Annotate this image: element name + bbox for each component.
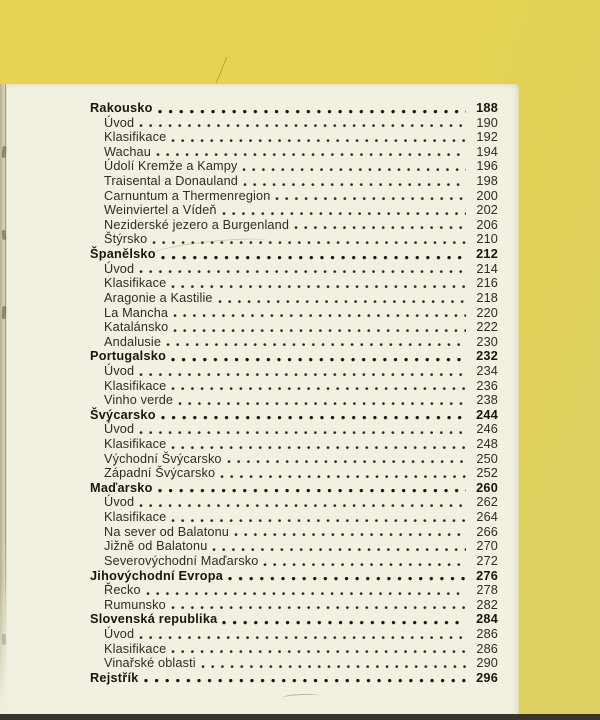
toc-entry-label: Traisental a Donauland [104, 174, 239, 189]
toc-entry-page-number: 214 [476, 261, 498, 276]
toc-entry-page-number: 196 [476, 159, 498, 174]
toc-entry-page-number: 276 [476, 568, 498, 583]
toc-entry-page-number: 244 [476, 407, 498, 422]
toc-entry [90, 393, 498, 408]
toc-entry [90, 642, 498, 657]
toc-entry-label: Rakousko [90, 101, 153, 115]
toc-entry-label: Neziderské jezero a Burgenland [104, 217, 290, 232]
leader-dots [171, 357, 466, 362]
toc-entry-label: Štýrsko [104, 232, 148, 247]
toc-entry-page-number: 222 [476, 320, 498, 335]
toc-entry-label: Katalánsko [104, 320, 169, 335]
leader-dots [161, 415, 466, 420]
toc-entry-label: Slovenská republika [90, 612, 218, 627]
toc-entry [90, 510, 498, 525]
leader-dots [139, 635, 466, 640]
toc-entry-page-number: 264 [476, 510, 498, 525]
toc-entry [90, 525, 498, 540]
toc-entry [90, 247, 498, 262]
toc-entry-label: Úvod [104, 422, 135, 437]
binding-stitch [1, 146, 6, 158]
toc-entry [90, 583, 498, 598]
toc-entry [90, 452, 498, 467]
toc-entry-label: Úvod [104, 495, 135, 510]
leader-dots [171, 284, 466, 289]
leader-dots [220, 474, 466, 479]
toc-entry-page-number: 206 [476, 217, 498, 232]
toc-entry [90, 218, 498, 233]
toc-entry-page-number: 192 [476, 130, 498, 145]
toc-entry-page-number: 252 [476, 466, 498, 481]
toc-entry [90, 364, 498, 379]
leader-dots [171, 138, 466, 143]
toc-entry-page-number: 270 [476, 539, 498, 554]
leader-dots [152, 240, 466, 245]
toc-entry-label: Západní Švýcarsko [104, 466, 216, 481]
toc-entry-label: Na sever od Balatonu [104, 524, 230, 539]
toc-entry [90, 671, 498, 686]
leader-dots [139, 430, 466, 435]
leader-dots [139, 123, 466, 128]
toc-entry-label: Vinho verde [104, 393, 174, 408]
toc-entry-label: Klasifikace [104, 130, 167, 145]
leader-dots [171, 605, 466, 610]
toc-entry [90, 481, 498, 496]
toc-entry [90, 422, 498, 437]
toc-entry-page-number: 188 [476, 101, 498, 115]
leader-dots [201, 664, 466, 669]
toc-entry-page-number: 190 [476, 115, 498, 130]
toc-entry-label: Jižně od Balatonu [104, 539, 208, 554]
toc-entry-page-number: 286 [476, 641, 498, 656]
leader-dots [228, 576, 466, 581]
binding-stitch [2, 230, 7, 240]
leader-dots [146, 591, 466, 596]
toc-entry-label: Klasifikace [104, 276, 167, 291]
leader-dots [171, 649, 466, 654]
leader-dots [178, 401, 466, 406]
toc-entry [90, 159, 498, 174]
toc-entry-page-number: 266 [476, 524, 498, 539]
toc-entry-page-number: 290 [476, 656, 498, 671]
toc-entry [90, 349, 498, 364]
toc-entry [90, 320, 498, 335]
toc-entry [90, 466, 498, 481]
toc-entry [90, 335, 498, 350]
toc-entry-page-number: 232 [476, 349, 498, 364]
toc-entry-label: Úvod [104, 261, 135, 276]
toc-entry [90, 569, 498, 584]
leader-dots [158, 488, 466, 493]
toc-entry-label: Řecko [104, 583, 141, 598]
toc-entry-label: Andalusie [104, 334, 162, 349]
toc-entry-label: Maďarsko [90, 480, 153, 495]
toc-entry-label: Klasifikace [104, 437, 167, 452]
toc-entry-page-number: 236 [476, 378, 498, 393]
toc-entry-page-number: 246 [476, 422, 498, 437]
leader-dots [242, 167, 466, 172]
toc-entry-label: Rejstřík [90, 670, 139, 685]
leader-dots [139, 269, 466, 274]
toc-entry-label: Španělsko [90, 247, 156, 262]
toc-entry [90, 174, 498, 189]
toc-entry-label: Carnuntum a Thermenregion [104, 188, 271, 203]
leader-dots [161, 255, 466, 260]
toc-entry-page-number: 238 [476, 393, 498, 408]
leader-dots [171, 445, 466, 450]
leader-dots [234, 532, 466, 537]
toc-entry-page-number: 260 [476, 480, 498, 495]
toc-entry-label: Jihovýchodní Evropa [90, 568, 224, 583]
toc-entry [90, 276, 498, 291]
toc-entry-page-number: 200 [476, 188, 498, 203]
toc-entry [90, 627, 498, 642]
toc-entry-label: Vinařské oblasti [104, 656, 196, 671]
toc-entry [90, 130, 498, 145]
leader-dots [139, 503, 466, 508]
leader-dots [263, 562, 466, 567]
leader-dots [243, 182, 466, 187]
toc-entry-label: Rumunsko [104, 597, 166, 612]
toc-entry [90, 203, 498, 218]
toc-entry [90, 306, 498, 321]
toc-entry [90, 232, 498, 247]
toc-entry [90, 656, 498, 671]
leader-dots [166, 342, 466, 347]
toc-entry-label: Portugalsko [90, 349, 167, 364]
toc-entry-label: Klasifikace [104, 641, 167, 656]
toc-entry [90, 495, 498, 510]
leader-dots [171, 518, 466, 523]
toc-entry-page-number: 234 [476, 363, 498, 378]
toc-entry [90, 408, 498, 423]
leader-dots [139, 372, 466, 377]
toc-entry-page-number: 278 [476, 583, 498, 598]
toc-entry [90, 598, 498, 613]
toc-entry-label: Švýcarsko [90, 407, 156, 422]
leader-dots [222, 620, 466, 625]
toc-entry-page-number: 286 [476, 626, 498, 641]
toc-entry-label: Aragonie a Kastilie [104, 290, 213, 305]
leader-dots [294, 225, 466, 230]
toc-entry [90, 379, 498, 394]
toc-entry-label: Východní Švýcarsko [104, 451, 222, 466]
toc-entry [90, 539, 498, 554]
leader-dots [173, 313, 466, 318]
toc-entry-page-number: 212 [476, 247, 498, 262]
leader-dots [222, 211, 466, 216]
toc-entry-page-number: 230 [476, 334, 498, 349]
toc-entry-page-number: 296 [476, 670, 498, 685]
toc-entry [90, 554, 498, 569]
table-of-contents [7, 84, 519, 685]
leader-dots [158, 109, 466, 114]
toc-entry-page-number: 218 [476, 290, 498, 305]
toc-entry-label: Klasifikace [104, 378, 167, 393]
toc-entry-page-number: 272 [476, 553, 498, 568]
toc-entry [90, 437, 498, 452]
toc-entry-page-number: 282 [476, 597, 498, 612]
toc-entry [90, 116, 498, 131]
toc-entry-label: Klasifikace [104, 510, 167, 525]
toc-entry [90, 101, 498, 116]
toc-entry-page-number: 220 [476, 305, 498, 320]
leader-dots [156, 152, 466, 157]
leader-dots [171, 386, 466, 391]
toc-entry-label: Severovýchodní Maďarsko [104, 553, 259, 568]
toc-entry-label: Úvod [104, 363, 135, 378]
leader-dots [227, 459, 466, 464]
toc-entry-page-number: 210 [476, 232, 498, 247]
toc-entry [90, 189, 498, 204]
toc-entry [90, 145, 498, 160]
toc-entry-page-number: 262 [476, 495, 498, 510]
toc-entry [90, 291, 498, 306]
toc-entry-page-number: 216 [476, 276, 498, 291]
toc-entry-label: La Mancha [104, 305, 169, 320]
toc-entry-page-number: 250 [476, 451, 498, 466]
toc-entry-label: Úvod [104, 626, 135, 641]
binding-stitch [2, 634, 7, 645]
leader-dots [212, 547, 466, 552]
leader-dots [144, 678, 466, 683]
toc-entry-page-number: 248 [476, 437, 498, 452]
leader-dots [173, 328, 466, 333]
toc-entry-label: Úvod [104, 115, 135, 130]
toc-entry-page-number: 202 [476, 203, 498, 218]
toc-entry-label: Wachau [104, 144, 151, 159]
toc-entry-label: Weinviertel a Vídeň [104, 203, 217, 218]
toc-entry [90, 612, 498, 627]
toc-entry-page-number: 198 [476, 174, 498, 189]
toc-entry-label: Údolí Kremže a Kampy [104, 159, 238, 174]
book-page [7, 84, 519, 715]
leader-dots [218, 299, 466, 304]
binding-stitch [2, 306, 7, 319]
leader-dots [275, 196, 466, 201]
scanner-edge-shadow [0, 714, 600, 720]
toc-entry [90, 262, 498, 277]
toc-entry-page-number: 284 [476, 612, 498, 627]
toc-entry-page-number: 194 [476, 144, 498, 159]
